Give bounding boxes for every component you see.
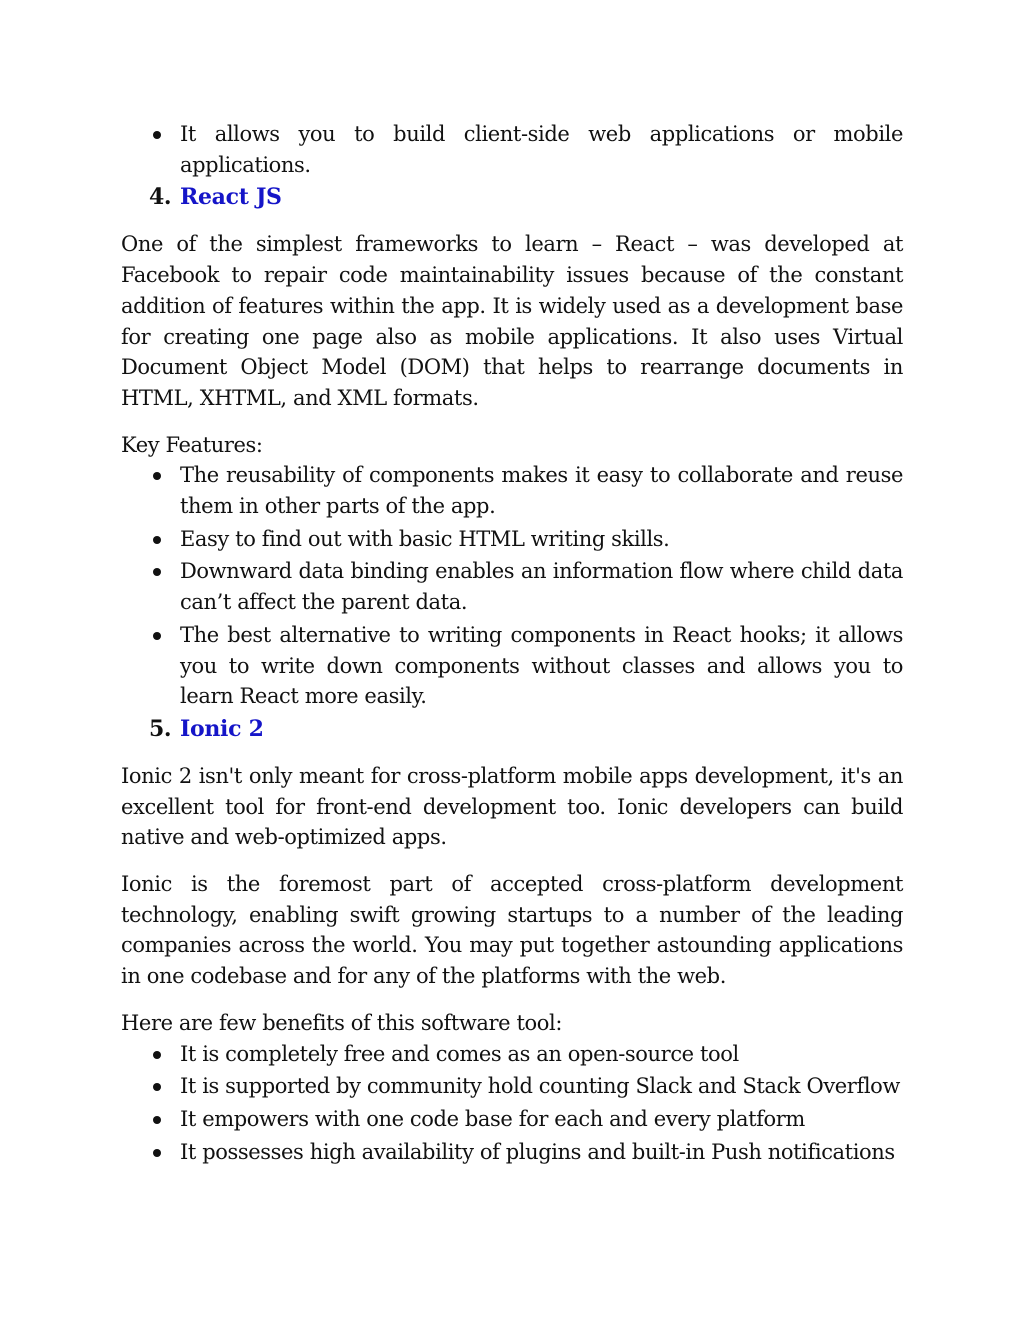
bullet-icon — [153, 632, 161, 640]
list-item-text: The best alternative to writing components in React hooks; it allows you to write down components without classes and allows you to learn React more easily. — [180, 622, 903, 709]
section-title-link[interactable]: React JS — [180, 184, 282, 211]
list-item — [121, 119, 903, 180]
top-bullet-list — [121, 119, 903, 180]
list-item-text: It allows you to build client-side web applications or mobile applications. — [180, 122, 903, 177]
list-item — [121, 1104, 903, 1135]
bullet-icon — [153, 1116, 161, 1124]
bullet-icon — [153, 1149, 161, 1157]
react-description: One of the simplest frameworks to learn – React – was developed at Facebook to repair code maintainability issues because of the constant addition of features within the app. It is widely used as a development base for creating one page also as mobile applications. It also uses Virtual Document Object Model (DOM) that helps to rearrange documents in HTML, XHTML, and XML formats. — [121, 232, 903, 410]
bullet-icon — [153, 472, 161, 480]
list-item-text: Easy to find out with basic HTML writing skills. — [180, 526, 670, 551]
benefits-label: Here are few benefits of this software tool: — [121, 1010, 563, 1035]
section-title-link[interactable]: Ionic 2 — [180, 715, 264, 742]
list-item-text: It is supported by community hold counting Slack and Stack Overflow — [180, 1074, 900, 1099]
list-item-text: Downward data binding enables an information flow where child data can’t affect the parent data. — [180, 559, 903, 615]
ionic-technology-paragraph: Ionic is the foremost part of accepted cross-platform development technology, enabling swift growing startups to a number of the leading companies across the world. You may put together astounding applications in one codebase and for any of the platforms with the web. — [121, 872, 903, 989]
list-item — [121, 460, 903, 521]
key-features-label: Key Features: — [121, 432, 263, 457]
bullet-icon — [153, 568, 161, 576]
section-heading-react — [121, 182, 903, 213]
bullet-icon — [153, 131, 161, 139]
list-item — [121, 1137, 903, 1168]
document-page — [121, 119, 903, 1169]
list-item — [121, 556, 903, 617]
list-item-text: It possesses high availability of plugins and built-in Push notifications — [180, 1139, 895, 1164]
list-item-text: It is completely free and comes as an open-source tool — [180, 1041, 739, 1066]
bullet-icon — [153, 1051, 161, 1059]
ionic-description: Ionic 2 isn't only meant for cross-platform mobile apps development, it's an excellent tool for front-end development too. Ionic developers can build native and web-optimized apps. — [121, 763, 903, 850]
list-item-text: It empowers with one code base for each and every platform — [180, 1106, 805, 1131]
section-number: 5. — [149, 715, 172, 742]
list-item — [121, 620, 903, 712]
list-item-text: The reusability of components makes it easy to collaborate and reuse them in other parts of the app. — [180, 463, 903, 519]
list-item — [121, 1071, 903, 1102]
bullet-icon — [153, 536, 161, 544]
list-item — [121, 524, 903, 555]
bullet-icon — [153, 1083, 161, 1091]
section-number: 4. — [149, 184, 172, 211]
list-item — [121, 1039, 903, 1070]
benefits-list — [121, 1039, 903, 1168]
section-heading-ionic — [121, 714, 903, 745]
key-features-list — [121, 460, 903, 712]
